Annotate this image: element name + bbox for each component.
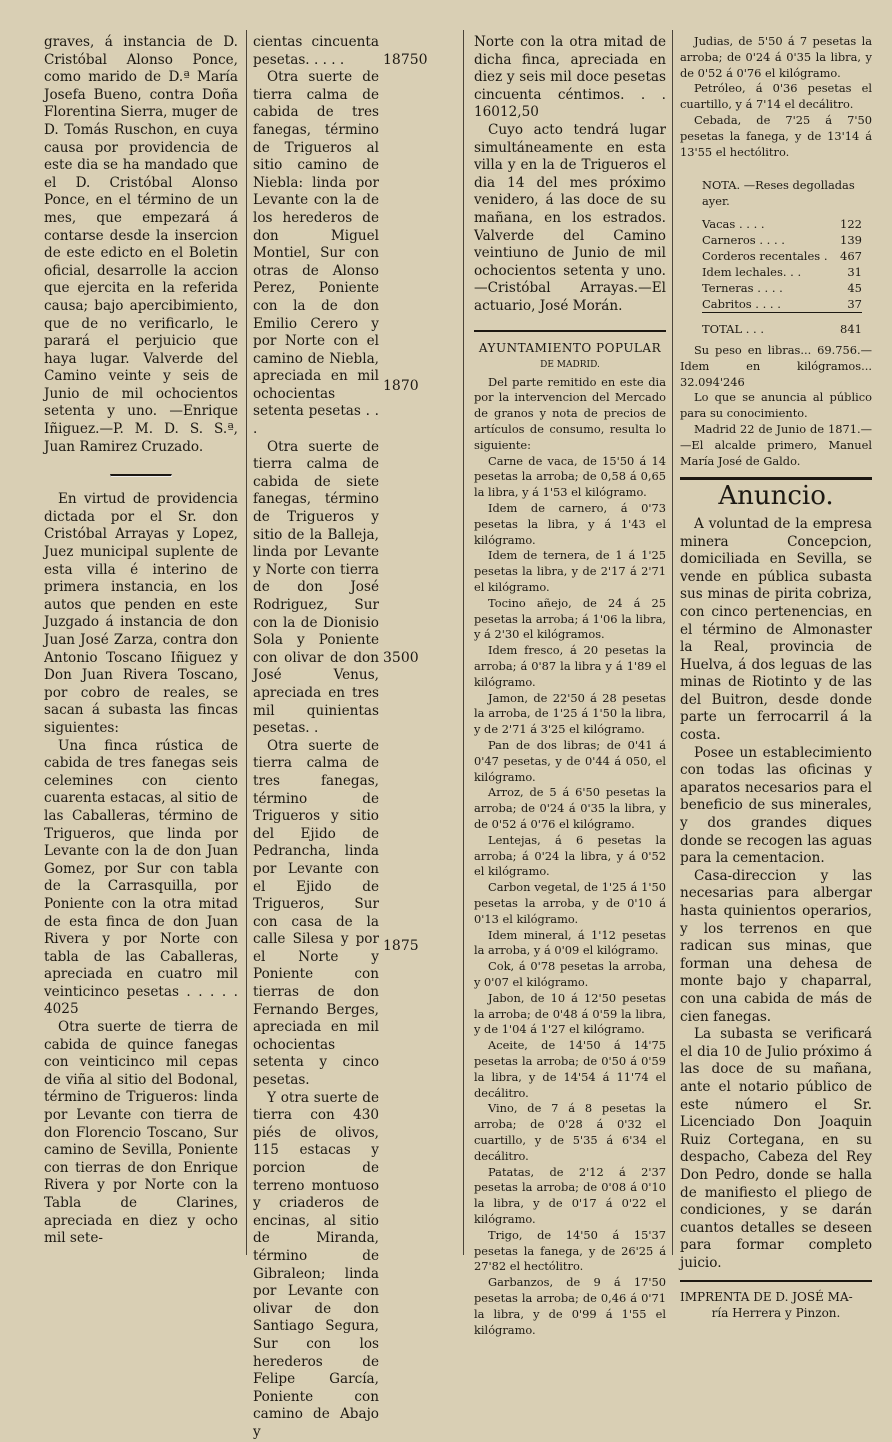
total-label: TOTAL . . . [702, 312, 838, 337]
price-item: Garbanzos, de 9 á 17'50 pesetas la arroba; de 0,46 á 0'71 la libra, y de 0'99 á 1'55 el kilógramo. [474, 1275, 666, 1337]
price-item: Idem de carnero, á 0'73 pesetas la libra, y á 1'43 el kilógramo. [474, 501, 666, 547]
cattle-count: 467 [840, 248, 862, 263]
amount: 18750 [383, 52, 428, 68]
cattle-table [702, 216, 862, 337]
imprenta-line: IMPRENTA DE D. JOSÉ MA- [680, 1290, 853, 1305]
auction-item: Y otra suerte de tierra con 430 piés de olivos, 115 estacas y porcion de terreno montuoso y criaderos de encinas, al sitio de Miranda, término de Gibraleon; linda por Levante con olivar de don Santiago Segura, Sur con los herederos de Felipe García, Poniente con camino de Abajo y [253, 1089, 379, 1440]
price-item: Arroz, de 5 á 6'50 pesetas la arroba; de 0'24 á 0'35 la libra, y de 0'52 á 0'76 el kilógramo. [474, 785, 666, 831]
cattle-name: Cabritos . . . . [702, 296, 781, 311]
auction-item: Norte con la otra mitad de dicha finca, apreciada en diez y seis mil doce pesetas cincuenta céntimos. . . 16012,50 [474, 34, 666, 121]
total-value: 841 [838, 312, 862, 337]
amount: 1870 [383, 378, 419, 394]
price-item: Idem de ternera, de 1 á 1'25 pesetas la libra, y de 2'17 á 2'71 el kilógramo. [474, 548, 666, 595]
price-item: Idem fresco, á 20 pesetas la arroba; á 0'87 la libra y á 1'89 el kilógramo. [474, 643, 666, 689]
anuncio-title: Anuncio. [718, 481, 834, 512]
separator [680, 477, 872, 480]
cattle-count: 122 [840, 216, 862, 231]
anuncio-paragraph: Posee un establecimiento con todas las oficinas y aparatos necesarios para el beneficio de sus minerales, y dos grandes diques donde se recogen las aguas para la cementacion. [680, 744, 872, 867]
price-item: Vino, de 7 á 8 pesetas la arroba; de 0'28 á 0'32 el cuartillo, y de 5'35 á 6'34 el decálitro. [474, 1101, 666, 1163]
edict-paragraph: graves, á instancia de D. Cristóbal Alonso Ponce, como marido de D.ª María Josefa Bueno, contra Doña Florentina Sierra, muger de D. Tomás Ruschon, en cuya causa por providencia de este dia se ha mandado que el D. Cristóbal Alonso Ponce, en el término de un mes, que empezará á contarse desde la insercion de este edicto en el Boletin oficial, desarrolle la accion que ejercita en la referida causa; bajo apercibimiento, que de no verificarlo, le parará el perjuicio que haya lugar. Valverde del Camino veinte y seis de Junio de mil ochocientos setenta y uno. —Enrique Iñiguez.—P. M. D. S. S.ª, Juan Ramirez Cruzado. [44, 34, 238, 455]
auction-item: cientas cincuenta pesetas. . . . . [253, 34, 379, 68]
weight-text: Su peso en libras... 69.756.— Idem en kilógramos... 32.094'246 [680, 342, 872, 389]
price-item: Jamon, de 22'50 á 28 pesetas la arroba, de 1'25 á 1'50 la libra, y de 2'71 á 3'25 el kilógramo. [474, 690, 666, 737]
signature-text: Madrid 22 de Junio de 1871.— —El alcalde primero, Manuel María José de Galdo. [680, 421, 872, 468]
column-divider [672, 30, 673, 1255]
column-2 [253, 34, 379, 1442]
price-item: Carne de vaca, de 15'50 á 14 pesetas la arroba; de 0,58 á 0,65 la libra, y á 1'53 el kilógramo. [474, 453, 666, 500]
table-row [702, 264, 862, 280]
auction-item: Otra suerte de tierra calma de cabida de siete fanegas, término de Trigueros y sitio de la Balleja, linda por Levante y Norte con tierra de don José Rodriguez, Sur con la de Dionisio Sola y Poniente con olivar de don José Venus, apreciada en tres mil quinientas pesetas. . [253, 438, 379, 737]
publish-text: Lo que se anuncia al público para su conocimiento. [680, 390, 872, 421]
anuncio-paragraph: A voluntad de la empresa minera Concepcion, domiciliada en Sevilla, se vende en pública subasta sus minas de pirita cobriza, con cinco pertenencias, en el término de Almonaster la Real, provincia de Huelva, á dos leguas de las minas de Riotinto y de las del Buitron, desde donde parte un ferrocarril á la costa. [680, 515, 872, 744]
anuncio-paragraph: La subasta se verificará el dia 10 de Julio próximo á las doce de su mañana, ante el notario público de este número el Sr. Licenciado Don Joaquin Ruiz Cortegana, en su despacho, Cabeza del Rey Don Pedro, donde se halla de manifiesto el pliego de condiciones, y se darán cuantos detalles se deseen para formar completo juicio. [680, 1026, 872, 1271]
price-list [474, 375, 666, 1339]
price-item: Cebada, de 7'25 á 7'50 pesetas la fanega, y de 13'14 á 13'55 el hectólitro. [680, 112, 872, 159]
cattle-count: 45 [847, 280, 862, 295]
price-list-continued [680, 34, 872, 160]
table-row [702, 216, 862, 232]
section-subheading: DE MADRID. [540, 360, 600, 371]
closing-paragraph: Cuyo acto tendrá lugar simultáneamente en esta villa y en la de Trigueros el dia 14 del mes próximo venidero, á las doce de su mañana, en los estrados. Valverde del Camino veintiuno de Junio de mil ochocientos setenta y uno.—Cristóbal Arrayas.—El actuario, José Morán. [474, 121, 666, 314]
column-3 [474, 34, 666, 1338]
column-4 [680, 34, 872, 1322]
price-item: Idem mineral, á 1'12 pesetas la arroba, y á 0'09 el kilógramo. [474, 927, 666, 958]
table-row [702, 232, 862, 248]
cattle-count: 139 [840, 232, 862, 247]
auction-item: Una finca rústica de cabida de tres fanegas seis celemines con ciento cuarenta estacas, al sitio de las Caballeras, término de Trigueros, que linda por Levante con la de don Juan Gomez, por Sur con tabla de la Carrasquilla, por Poniente con la otra mitad de esta finca de don Juan Rivera y por Norte con tabla de las Caballeras, apreciada en cuatro mil veinticinco pesetas . . . . . 4025 [44, 737, 238, 1018]
price-item: Petróleo, á 0'36 pesetas el cuartillo, y á 7'14 el decálitro. [680, 81, 872, 112]
auction-item: Otra suerte de tierra de cabida de quince fanegas con veinticinco mil cepas de viña al sitio del Bodonal, término de Trigueros: linda por Levante con tierra de don Florencio Toscano, Sur camino de Sevilla, Poniente con tierras de don Enrique Rivera y por Norte con la Tabla de Clarines, apreciada en diez y ocho mil sete- [44, 1019, 238, 1247]
auction-item: Otra suerte de tierra calma de cabida de tres fanegas, término de Trigueros al sitio camino de Niebla: linda por Levante con la de los herederos de don Miguel Montiel, Sur con otras de Alonso Perez, Poniente con la de don Emilio Cerero y por Norte con el camino de Niebla, apreciada en mil ochocientas setenta pesetas . . . [253, 69, 379, 438]
price-item: Lentejas, á 6 pesetas la arroba; á 0'24 la libra, y á 0'52 el kilógramo. [474, 832, 666, 879]
column-divider [463, 30, 464, 1255]
section-heading: AYUNTAMIENTO POPULAR [478, 340, 662, 355]
amount: 1875 [383, 938, 419, 954]
column-1 [44, 34, 238, 1248]
price-item: Pan de dos libras; de 0'41 á 0'47 pesetas, y de 0'44 á 050, el kilógramo. [474, 738, 666, 784]
table-row [702, 280, 862, 296]
cattle-name: Vacas . . . . [702, 216, 765, 231]
cattle-name: Carneros . . . . [702, 232, 785, 247]
price-item: Judias, de 5'50 á 7 pesetas la arroba; de 0'24 á 0'35 la libra, y de 0'52 á 0'76 el kilógramo. [680, 34, 872, 80]
auction-item: Otra suerte de tierra calma de tres fanegas, término de Trigueros y sitio del Ejido de Pedrancha, linda por Levante con el Ejido de Trigueros, Sur con casa de la calle Silesa y por el Norte y Poniente con tierras de don Fernando Berges, apreciada en mil ochocientas setenta y cinco pesetas. [253, 737, 379, 1089]
imprenta-line-2: ría Herrera y Pinzon. [711, 1306, 841, 1321]
price-item: Cok, á 0'78 pesetas la arroba, y 0'07 el kilógramo. [474, 959, 666, 989]
anuncio-paragraph: Casa-direccion y las necesarias para albergar hasta quinientos operarios, y los terrenos en que radican sus minas, que forman una dehesa de monte bajo y chaparral, con una cabida de más de cien fanegas. [680, 867, 872, 1025]
price-intro: Del parte remitido en este dia por la intervencion del Mercado de granos y nota de precios de artículos de consumo, resulta lo siguiente: [474, 374, 666, 452]
price-item: Trigo, de 14'50 á 15'37 pesetas la fanega, y de 26'25 á 27'82 el hectólitro. [474, 1227, 666, 1274]
cattle-name: Terneras . . . . [702, 280, 783, 295]
table-row [702, 296, 862, 313]
cattle-count: 31 [847, 264, 862, 279]
price-item: Aceite, de 14'50 á 14'75 pesetas la arroba; de 0'50 á 0'59 la libra, y de 14'54 á 11'74 el decálitro. [474, 1038, 666, 1100]
auction-intro: En virtud de providencia dictada por el Sr. don Cristóbal Arrayas y Lopez, Juez municipal suplente de esta villa é interino de primera instancia, en los autos que penden en este Juzgado á instancia de don Juan José Zarza, contra don Antonio Toscano Iñiguez y Don Juan Rivera Toscano, por cobro de reales, se sacan á subasta las fincas siguientes: [44, 491, 238, 736]
cattle-name: Corderos recentales . [702, 248, 828, 263]
price-item: Patatas, de 2'12 á 2'37 pesetas la arroba; de 0'08 á 0'10 la libra, y de 0'17 á 0'22 el kilógramo. [474, 1164, 666, 1226]
cattle-count: 37 [847, 296, 862, 311]
nota-title: NOTA. —Reses degolladas ayer. [702, 178, 855, 209]
table-row [702, 248, 862, 264]
amount: 3500 [383, 650, 419, 666]
cattle-name: Idem lechales. . . [702, 264, 802, 279]
separator [474, 330, 666, 332]
column-divider [246, 30, 247, 1255]
price-item: Jabon, de 10 á 12'50 pesetas la arroba; de 0'48 á 0'59 la libra, y de 1'04 á 1'27 el kilógramo. [474, 990, 666, 1037]
separator [680, 1280, 872, 1282]
separator [110, 474, 172, 477]
price-item: Tocino añejo, de 24 á 25 pesetas la arroba; á 1'06 la libra, y á 2'30 el kilógramos. [474, 595, 666, 642]
weight-note [680, 343, 872, 469]
price-item: Carbon vegetal, de 1'25 á 1'50 pesetas la arroba, y de 0'10 á 0'13 el kilógramo. [474, 880, 666, 926]
total-row [702, 312, 862, 337]
